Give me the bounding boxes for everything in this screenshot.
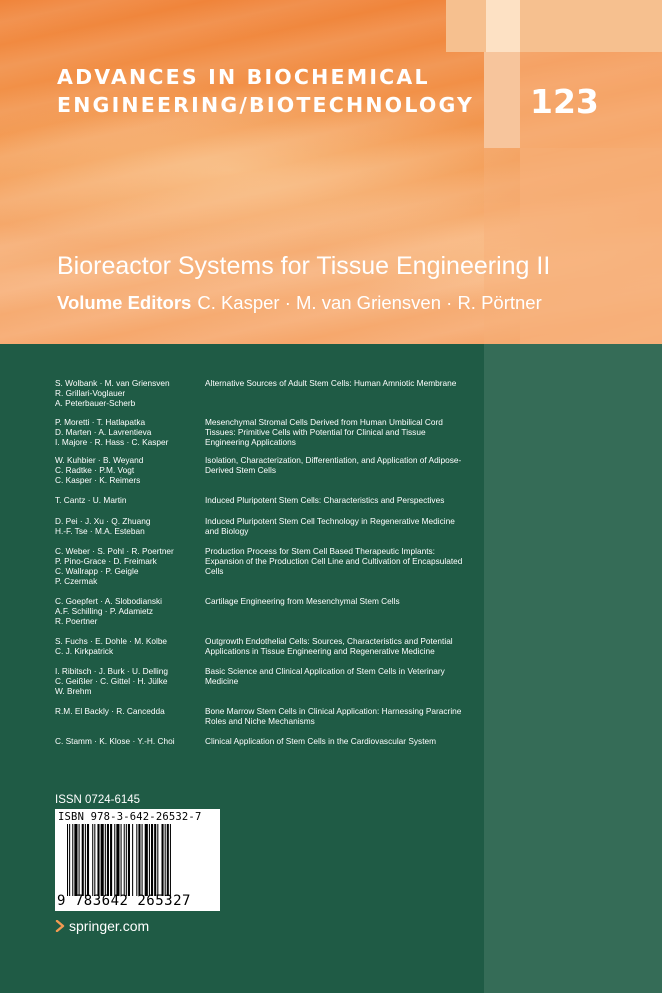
contents-entry — [55, 636, 475, 656]
author-line: R. Poertner — [55, 616, 98, 626]
barcode-bar — [138, 824, 140, 896]
author-line: I. Majore · R. Hass · C. Kasper — [55, 437, 169, 447]
header-band — [0, 0, 662, 344]
chevron-right-icon — [55, 920, 65, 932]
contents-entry — [55, 546, 475, 586]
barcode-bar — [94, 824, 95, 896]
publisher-url[interactable]: springer.com — [69, 918, 150, 934]
author-line: C. Geißler · C. Gittel · H. Jülke — [55, 676, 168, 686]
author-line: P. Pino-Grace · D. Freimark — [55, 556, 157, 566]
table-of-contents — [55, 378, 475, 746]
entry-title: Isolation, Characterization, Differentiation, and Application of Adipose-Derived Stem Cells — [205, 455, 462, 475]
barcode-bar — [149, 824, 150, 896]
author-line: C. Stamm · K. Klose · Y.-H. Choi — [55, 736, 175, 746]
entry-title: Induced Pluripotent Stem Cells: Characteristics and Perspectives — [205, 495, 445, 505]
volume-editors-names: C. Kasper · M. van Griensven · R. Pörtner — [197, 292, 542, 313]
publisher-link[interactable] — [55, 918, 149, 934]
barcode-bar — [69, 824, 70, 896]
author-line: D. Marten · A. Lavrentieva — [55, 427, 152, 437]
barcode-bar — [124, 824, 125, 896]
entry-authors — [55, 736, 205, 746]
barcode-bar — [72, 824, 73, 896]
author-line: C. Wallrapp · P. Geigle — [55, 566, 139, 576]
barcode-bar — [157, 824, 158, 896]
barcode-bar — [114, 824, 115, 896]
author-line: C. Kasper · K. Reimers — [55, 475, 141, 485]
barcode-bar — [151, 824, 153, 896]
barcode-bars — [67, 824, 209, 898]
barcode-bar — [132, 824, 133, 896]
series-title-line: ENGINEERING/BIOTECHNOLOGY — [57, 93, 475, 117]
barcode-bar — [121, 824, 122, 896]
entry-title: Outgrowth Endothelial Cells: Sources, Characteristics and Potential Applications in Tissue Engineering and Regenerative Medicine — [205, 636, 453, 656]
decorative-block — [486, 0, 520, 52]
volume-number: 123 — [530, 82, 599, 121]
barcode-bar — [170, 824, 171, 896]
entry-authors — [55, 495, 205, 505]
entry-title: Clinical Application of Stem Cells in the Cardiovascular System — [205, 736, 437, 746]
barcode-bar — [105, 824, 106, 896]
entry-title: Mesenchymal Stromal Cells Derived from Human Umbilical Cord Tissues: Primitive Cells with Potential for Clinical and Tissue Engineering Applications — [205, 417, 443, 447]
entry-title: Cartilage Engineering from Mesenchymal Stem Cells — [205, 596, 400, 606]
author-line: W. Kuhbier · B. Weyand — [55, 455, 144, 465]
decorative-block — [484, 148, 662, 344]
author-line: S. Fuchs · E. Dohle · M. Kolbe — [55, 636, 168, 646]
entry-title: Bone Marrow Stem Cells in Clinical Application: Harnessing Paracrine Roles and Niche Mechanisms — [205, 706, 462, 726]
barcode-bar — [162, 824, 164, 896]
author-line: S. Wolbank · M. van Griensven — [55, 378, 170, 388]
barcode-bar — [74, 824, 77, 896]
author-line: I. Ribitsch · J. Burk · U. Delling — [55, 666, 168, 676]
barcode-bar — [142, 824, 143, 896]
isbn-barcode — [55, 809, 220, 911]
side-panel — [484, 344, 662, 993]
contents-entry — [55, 706, 475, 726]
barcode-bar — [85, 824, 86, 896]
barcode-bar — [92, 824, 93, 896]
barcode-bar — [107, 824, 109, 896]
entry-authors — [55, 706, 205, 726]
contents-entry — [55, 596, 475, 626]
contents-entry — [55, 495, 475, 505]
barcode-bar — [67, 824, 68, 896]
series-title — [57, 63, 497, 119]
author-line: R.M. El Backly · R. Cancedda — [55, 706, 165, 716]
barcode-bar — [101, 824, 104, 896]
entry-authors — [55, 378, 205, 408]
contents-entry — [55, 666, 475, 696]
barcode-bar — [136, 824, 137, 896]
entry-title: Production Process for Stem Cell Based Therapeutic Implants: Expansion of the Production Cell Line and Cultivation of Encapsulated Cells — [205, 546, 463, 576]
author-line: C. Weber · S. Pohl · R. Poertner — [55, 546, 174, 556]
decorative-block — [446, 0, 662, 52]
entry-authors — [55, 455, 205, 485]
barcode-bar — [110, 824, 112, 896]
entry-authors — [55, 516, 205, 536]
author-line: W. Brehm — [55, 686, 92, 696]
barcode-bar — [126, 824, 127, 896]
barcode-bar — [82, 824, 84, 896]
barcode-bar — [154, 824, 156, 896]
contents-entry — [55, 417, 475, 447]
contents-entry — [55, 736, 475, 746]
barcode-bar — [128, 824, 130, 896]
contents-entry — [55, 378, 475, 408]
barcode-bar — [165, 824, 166, 896]
author-line: D. Pei · J. Xu · Q. Zhuang — [55, 516, 151, 526]
author-line: C. J. Kirkpatrick — [55, 646, 114, 656]
entry-authors — [55, 636, 205, 656]
ean-number: 9 783642 265327 — [57, 893, 191, 909]
barcode-bar — [97, 824, 99, 896]
entry-authors — [55, 666, 205, 696]
entry-title: Induced Pluripotent Stem Cell Technology in Regenerative Medicine and Biology — [205, 516, 455, 536]
author-line: P. Czermak — [55, 576, 98, 586]
author-line: A.F. Schilling · P. Adamietz — [55, 606, 154, 616]
author-line: A. Peterbauer-Scherb — [55, 398, 136, 408]
barcode-bar — [79, 824, 80, 896]
isbn-text: ISBN 978-3-642-26532-7 — [58, 811, 202, 823]
volume-editors-label: Volume Editors — [57, 292, 192, 313]
barcode-bar — [116, 824, 119, 896]
author-line: R. Grillari-Voglauer — [55, 388, 126, 398]
author-line: P. Moretti · T. Hatlapatka — [55, 417, 146, 427]
author-line: C. Radtke · P.M. Vogt — [55, 465, 135, 475]
entry-authors — [55, 596, 205, 626]
author-line: C. Goepfert · A. Slobodianski — [55, 596, 162, 606]
barcode-bar — [145, 824, 148, 896]
contents-entry — [55, 516, 475, 536]
entry-title: Alternative Sources of Adult Stem Cells: Human Amniotic Membrane — [205, 378, 457, 388]
barcode-bar — [167, 824, 169, 896]
series-title-line: ADVANCES IN BIOCHEMICAL — [57, 65, 430, 89]
barcode-bar — [87, 824, 89, 896]
entry-title: Basic Science and Clinical Application of Stem Cells in Veterinary Medicine — [205, 666, 445, 686]
author-line: H.-F. Tse · M.A. Esteban — [55, 526, 145, 536]
entry-authors — [55, 546, 205, 586]
volume-editors — [57, 292, 542, 314]
book-title: Bioreactor Systems for Tissue Engineering II — [57, 252, 551, 280]
issn-label: ISSN 0724-6145 — [55, 794, 141, 806]
contents-entry — [55, 455, 475, 485]
entry-authors — [55, 417, 205, 447]
author-line: T. Cantz · U. Martin — [55, 495, 127, 505]
